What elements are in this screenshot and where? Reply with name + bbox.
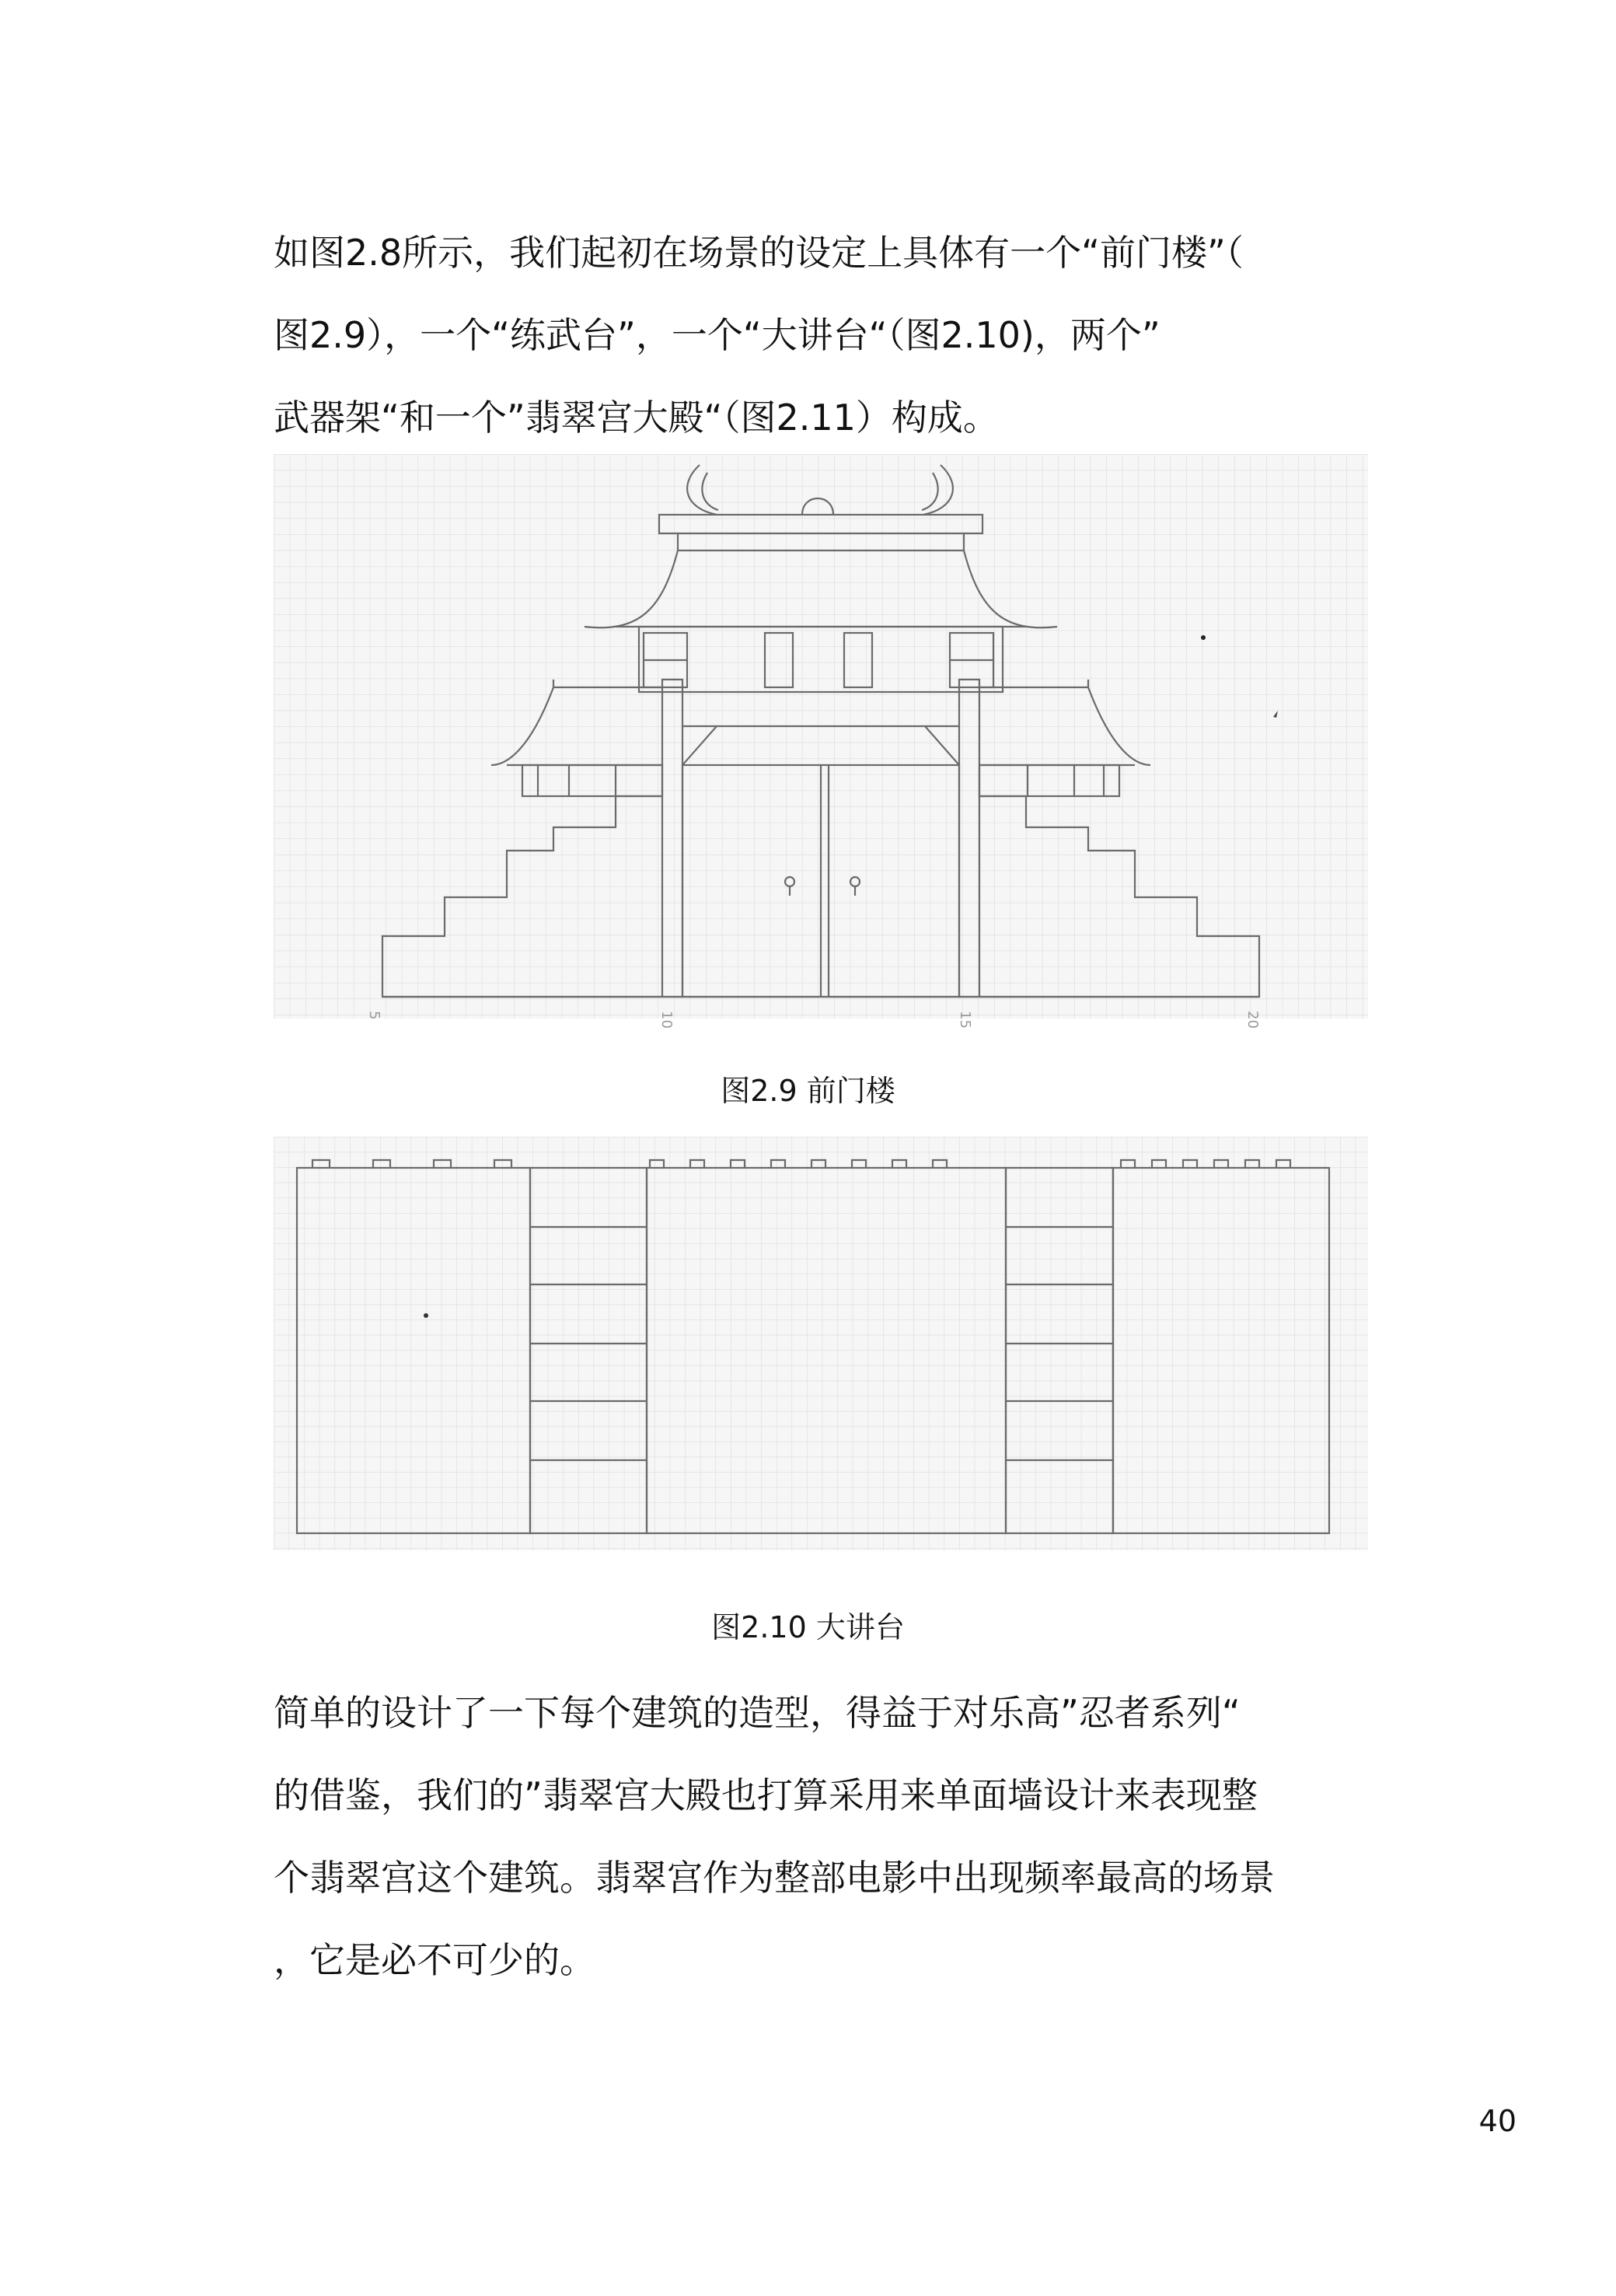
paragraph-line: ，它是必不可少的。 (274, 1939, 595, 1981)
paragraph-line: 武器架“和一个”翡翠宫大殿“（图2.11）构成。 (274, 397, 999, 439)
body-paragraph (274, 1672, 1377, 2001)
front-gate-sketch (274, 454, 1368, 1029)
lecture-platform-sketch (274, 1137, 1368, 1550)
paragraph-line: 图2.9），一个“练武台”，一个“大讲台“（图2.10)，两个” (274, 314, 1161, 356)
page-number: 40 (1478, 2104, 1517, 2138)
figure-caption: 图2.10 大讲台 (711, 1610, 905, 1644)
paragraph-line: 的借鉴，我们的”翡翠宫大殿也打算采用来单面墙设计来表现整 (274, 1774, 1258, 1816)
axis-tick: 20 (1244, 1011, 1261, 1029)
axis-tick: 10 (658, 1011, 675, 1029)
axis-tick: 15 (957, 1011, 973, 1029)
paragraph-line: 如图2.8所示，我们起初在场景的设定上具体有一个“前门楼”（ (274, 232, 1244, 274)
figure-caption: 图2.9 前门楼 (721, 1074, 895, 1108)
axis-tick: 5 (366, 1011, 382, 1020)
paragraph-line: 简单的设计了一下每个建筑的造型，得益于对乐高”忍者系列“ (274, 1692, 1241, 1734)
paragraph-line: 个翡翠宫这个建筑。翡翠宫作为整部电影中出现频率最高的场景 (274, 1857, 1275, 1899)
intro-paragraph (274, 211, 1377, 459)
